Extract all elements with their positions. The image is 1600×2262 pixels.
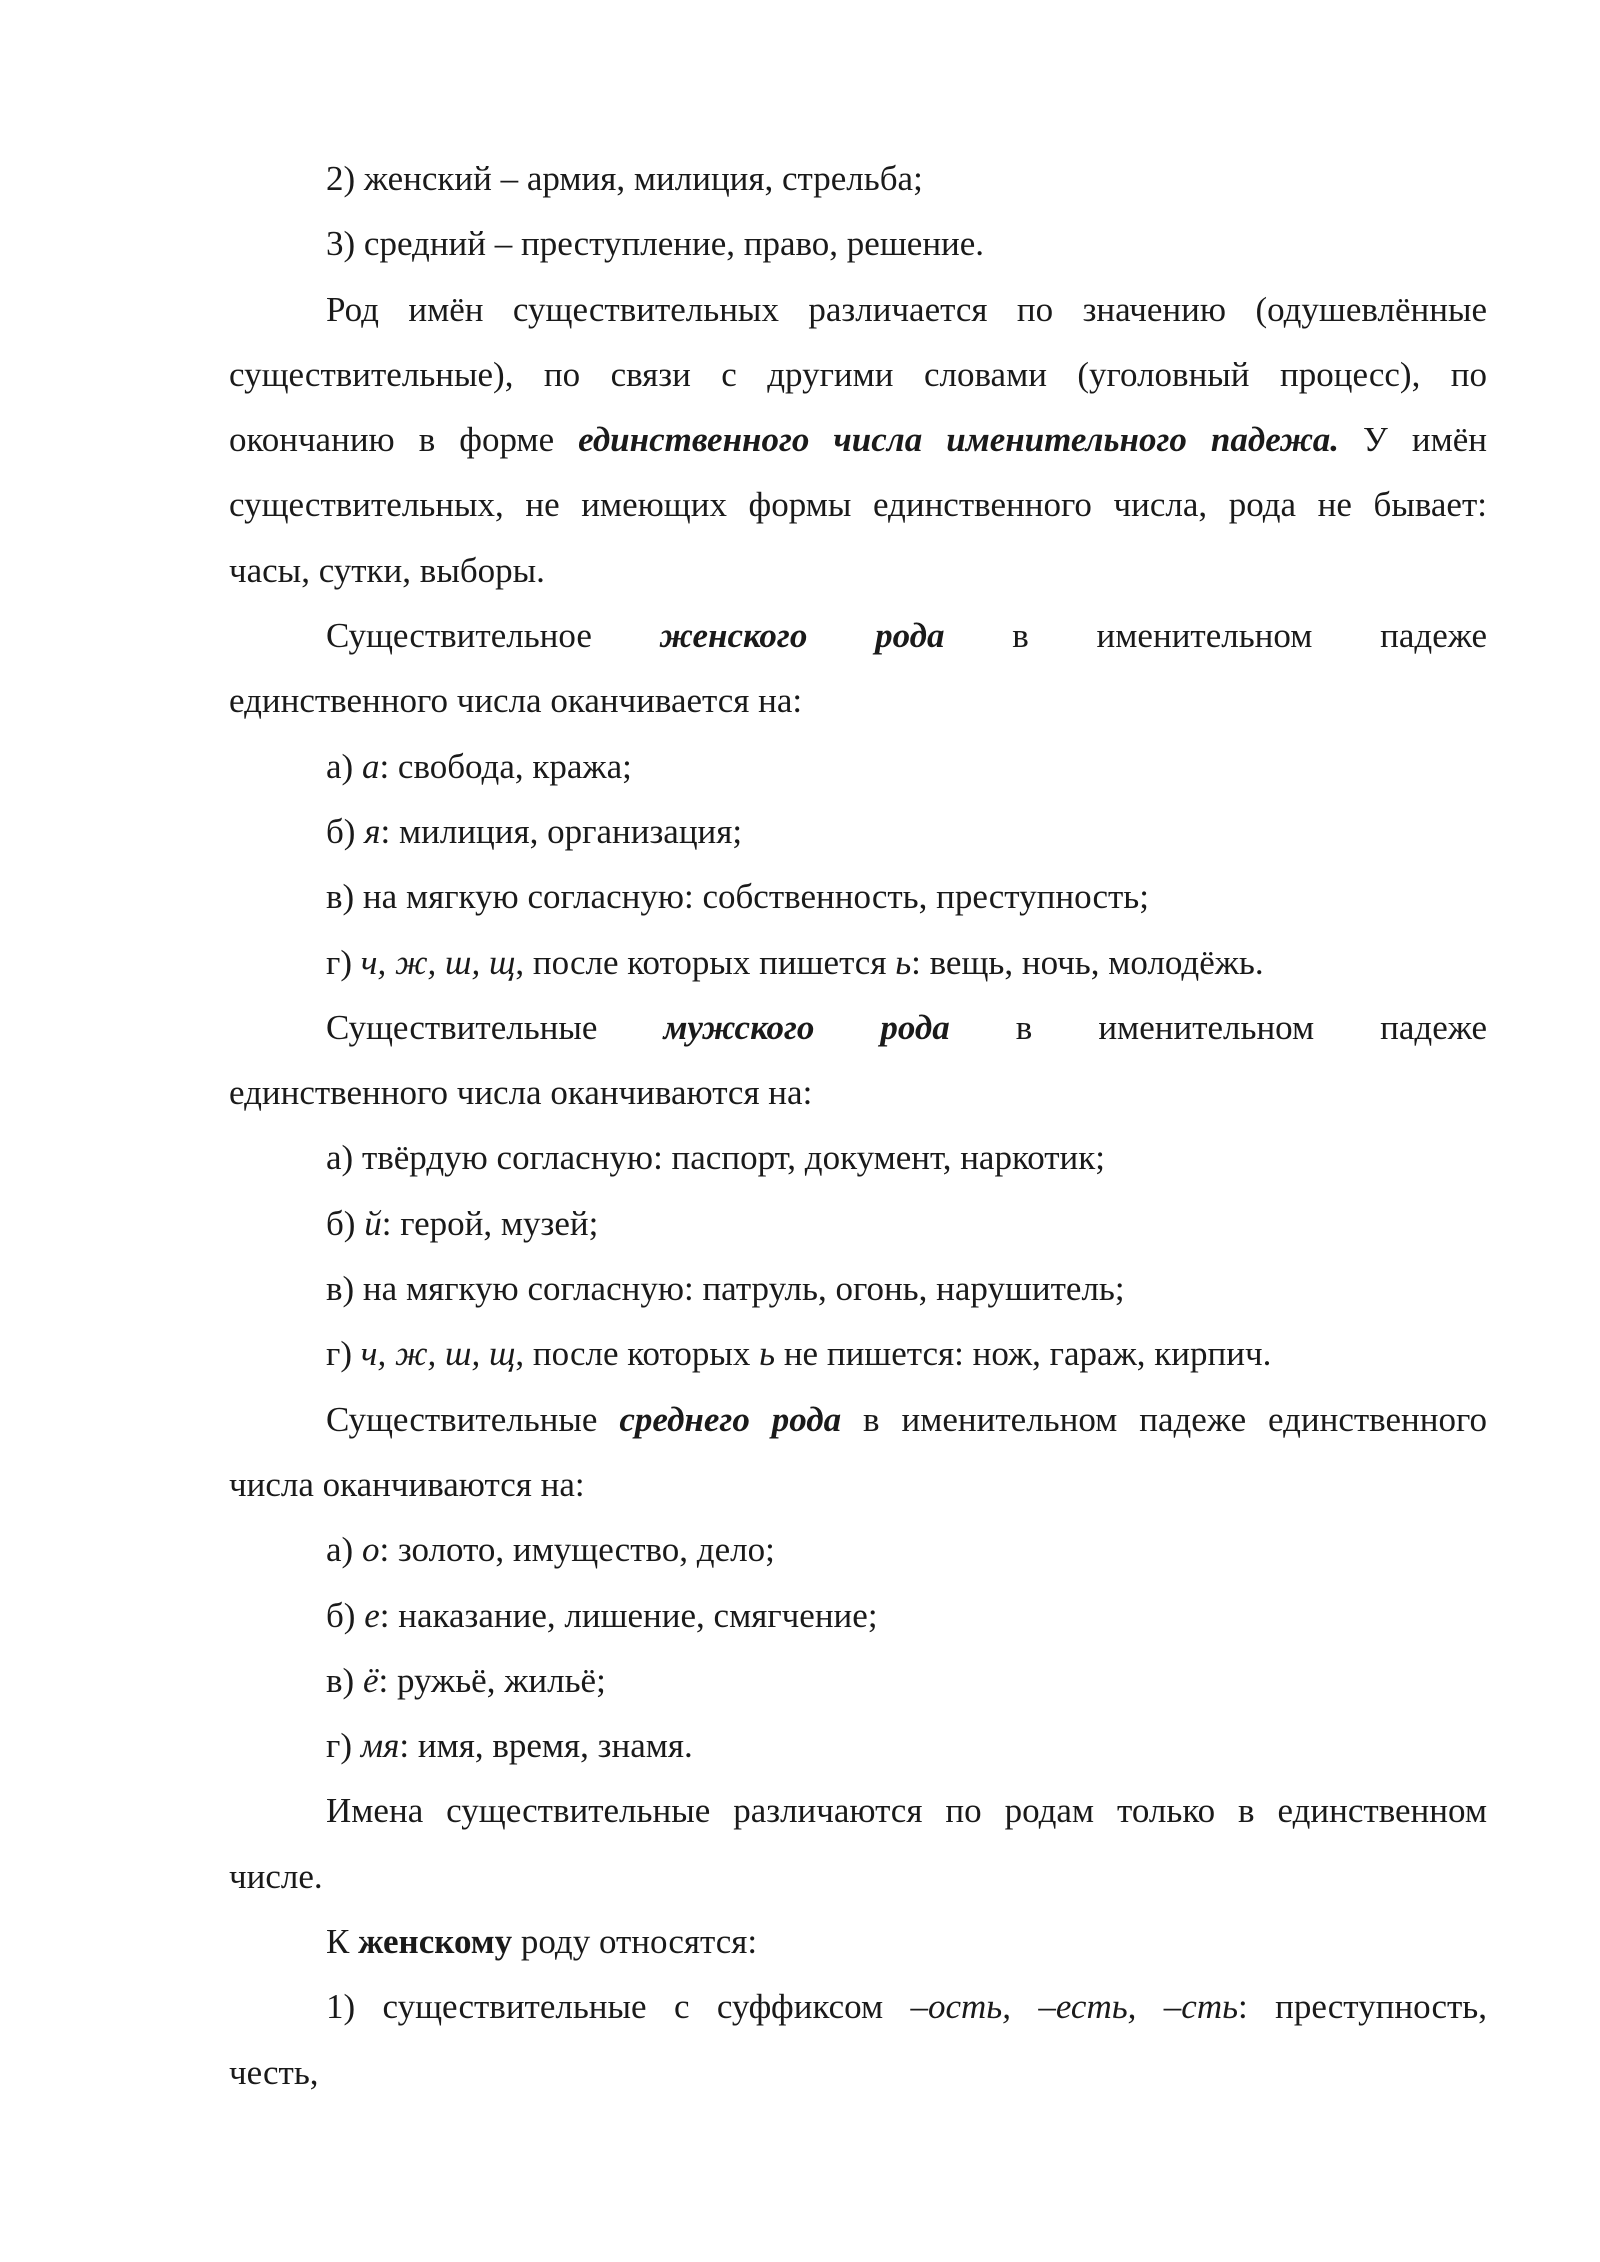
text-run: роду относятся: (512, 1922, 758, 1962)
text-run: часы, сутки, выборы. (229, 550, 545, 590)
emphasized-text: –ость, –есть, –сть (910, 1987, 1239, 2027)
emphasized-text: женскому (358, 1922, 513, 1962)
text-run: а) (326, 746, 362, 786)
text-run: в именительном падеже единственного (841, 1399, 1487, 1439)
text-run: Род имён существительных различается по значению (одушевлённые (326, 289, 1487, 329)
text-run: У имён (1339, 420, 1487, 460)
text-run: б) (326, 1595, 365, 1635)
text-run: б) (326, 1203, 365, 1243)
emphasized-text: мя (360, 1726, 400, 1766)
text-run: : ружьё, жильё; (378, 1660, 606, 1700)
text-run: : свобода, кража; (379, 746, 632, 786)
text-run: в именительном падеже (944, 616, 1488, 656)
text-run: б) (326, 811, 365, 851)
text-line (229, 277, 1487, 342)
text-line (229, 211, 1487, 276)
text-run: К (326, 1922, 359, 1962)
text-run: 1) существительные с суффиксом (326, 1987, 911, 2027)
text-run: в) (326, 1660, 363, 1700)
text-line (229, 1191, 1487, 1256)
text-run: , после которых (515, 1334, 760, 1374)
emphasized-text: е (364, 1595, 380, 1635)
text-run: : золото, имущество, дело; (379, 1530, 775, 1570)
text-line (229, 734, 1487, 799)
text-run: в) на мягкую согласную: собственность, преступность; (326, 877, 1149, 917)
text-run: существительные), по связи с другими словами (уголовный процесс), по (229, 354, 1487, 394)
emphasized-text: среднего рода (619, 1399, 842, 1439)
text-run: единственного числа оканчиваются на: (229, 1073, 813, 1113)
text-line (229, 472, 1487, 537)
text-line (229, 603, 1487, 668)
text-run: числе. (229, 1856, 323, 1896)
emphasized-text: мужского рода (663, 1007, 950, 1047)
emphasized-text: ь (759, 1334, 776, 1374)
emphasized-text: ч, ж, ш, щ (360, 1334, 516, 1374)
text-run: , после которых пишется (515, 942, 896, 982)
text-line (229, 668, 1487, 733)
text-run: : вещь, ночь, молодёжь. (911, 942, 1264, 982)
text-run: 3) средний – преступление, право, решение. (326, 224, 985, 264)
text-run: : наказание, лишение, смягчение; (379, 1595, 878, 1635)
emphasized-text: я (364, 811, 381, 851)
emphasized-text: а (361, 746, 380, 786)
text-run: : милиция, организация; (380, 811, 743, 851)
text-run: окончанию в форме (229, 420, 579, 460)
text-run: г) (326, 1726, 361, 1766)
text-line (229, 1321, 1487, 1386)
text-line (229, 1060, 1487, 1125)
text-run: Существительные (326, 1399, 620, 1439)
text-line (229, 995, 1487, 1060)
emphasized-text: ь (895, 942, 912, 982)
text-line (229, 2040, 1487, 2105)
text-line (229, 538, 1487, 603)
text-line (229, 1778, 1487, 1843)
text-run: : имя, время, знамя. (399, 1726, 693, 1766)
text-line (229, 1974, 1487, 2039)
text-run: числа оканчиваются на: (229, 1464, 585, 1504)
text-run: не пишется: нож, гараж, кирпич. (775, 1334, 1272, 1374)
text-line (229, 1517, 1487, 1582)
text-line (229, 799, 1487, 864)
text-run: в) на мягкую согласную: патруль, огонь, нарушитель; (326, 1269, 1125, 1309)
text-run: : герой, музей; (381, 1203, 599, 1243)
text-line (229, 930, 1487, 995)
emphasized-text: ё (362, 1660, 379, 1700)
text-line (229, 1256, 1487, 1321)
text-run: 2) женский – армия, милиция, стрельба; (326, 159, 923, 198)
text-line (229, 1387, 1487, 1452)
text-run: : преступность, (1238, 1987, 1488, 2027)
text-line (229, 1583, 1487, 1648)
text-run: Существительное (326, 616, 660, 656)
text-run: честь, (229, 2052, 319, 2092)
text-line (229, 146, 1487, 211)
text-line (229, 1452, 1487, 1517)
text-line (229, 864, 1487, 929)
text-line (229, 1713, 1487, 1778)
emphasized-text: о (361, 1530, 380, 1570)
text-run: г) (326, 942, 361, 982)
emphasized-text: единственного числа именительного падежа. (578, 420, 1339, 460)
text-line (229, 342, 1487, 407)
text-line (229, 1844, 1487, 1909)
text-run: а) (326, 1530, 362, 1570)
emphasized-text: й (364, 1203, 382, 1243)
text-run: единственного числа оканчивается на: (229, 681, 803, 721)
text-line (229, 1125, 1487, 1190)
text-line (229, 407, 1487, 472)
text-run: Существительные (326, 1007, 664, 1047)
text-run: существительных, не имеющих формы единственного числа, рода не бывает: (229, 485, 1487, 525)
text-run: Имена существительные различаются по родам только в единственном (326, 1791, 1487, 1831)
text-line (229, 1648, 1487, 1713)
text-line (229, 1909, 1487, 1974)
text-run: в именительном падеже (949, 1007, 1488, 1047)
text-run: а) твёрдую согласную: паспорт, документ, наркотик; (326, 1138, 1105, 1178)
emphasized-text: ч, ж, ш, щ (360, 942, 516, 982)
text-run: г) (326, 1334, 361, 1374)
document-body (229, 146, 1487, 2105)
emphasized-text: женского рода (659, 616, 945, 656)
